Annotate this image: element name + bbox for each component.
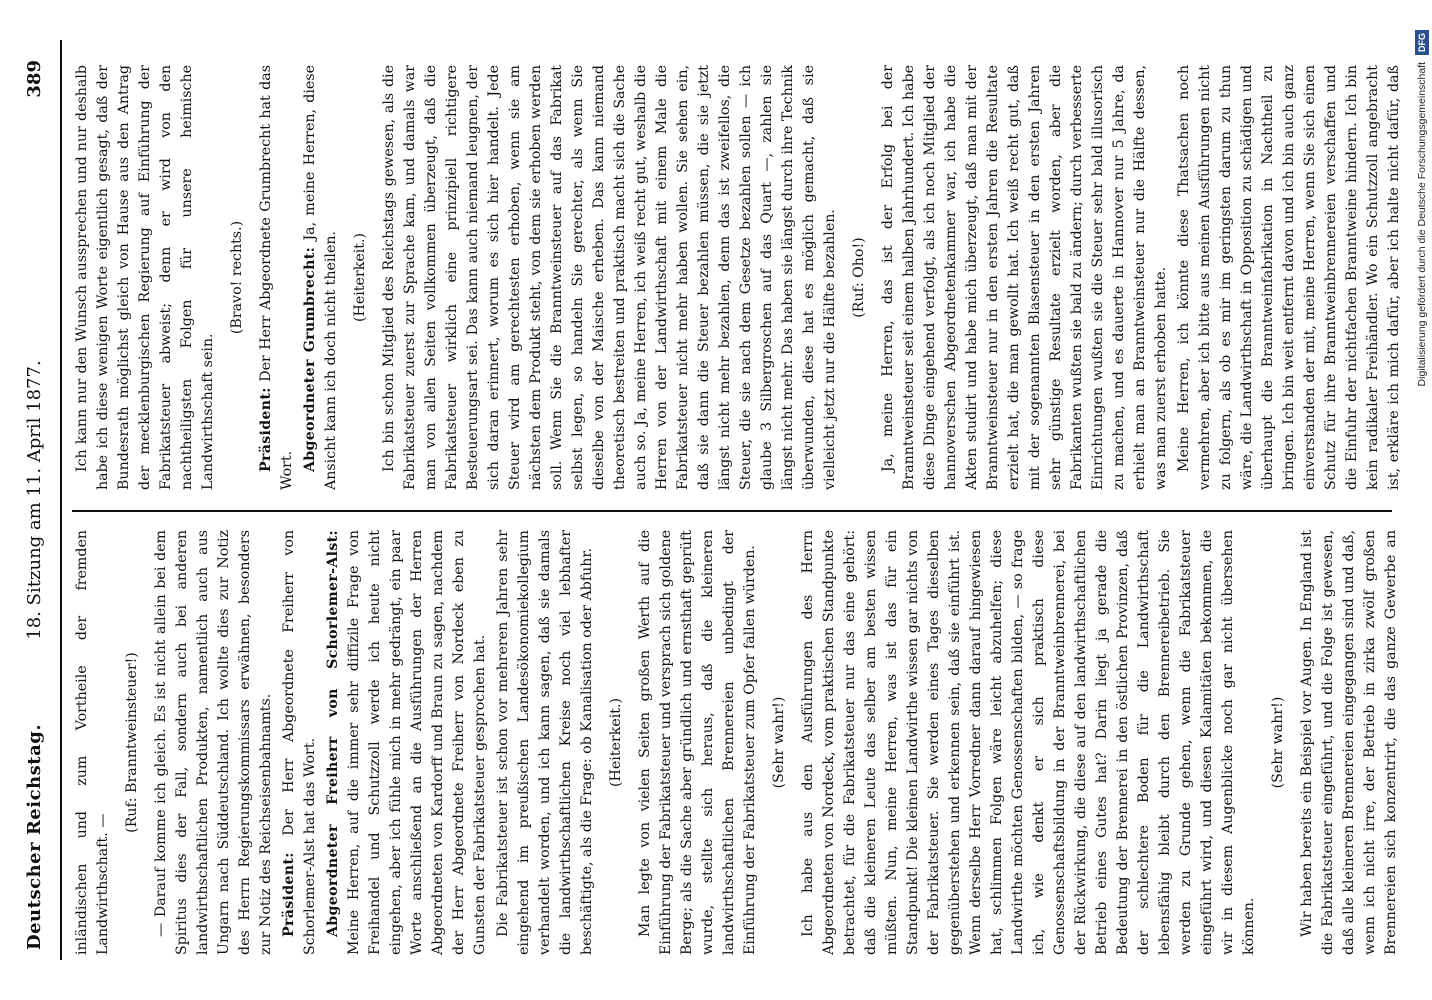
interjection: (Sehr wahr!) [771, 696, 787, 789]
digitization-credit-text [1415, 30, 1429, 990]
speech-text: Meine Herren, auf die immer sehr diffizile Frage von Freihandel und Schutzzoll werde ich heute nicht eingehen, aber ich fühle mich in mehr gedrängt, ein paar Worte anschließend an die Ausführungen der Herren Abgeordneten von Kardorff und Braun zu sagen, nachdem der Herr Abgeordnete Freiherr von Nordeck eben zu Gunsten der Fabrikatsteuer gesprochen hat. [346, 530, 488, 955]
speaker-paragraph [300, 65, 342, 490]
left-text-column [72, 530, 1402, 955]
interjection: (Heiterkeit.) [608, 698, 624, 787]
speech-text: Ja, meine Herren, diese Ansicht kann ich doch nicht theilen. [302, 65, 339, 490]
dfg-logo: DFG [1415, 30, 1429, 55]
column-divider [72, 510, 1392, 512]
speaker-name: Abgeordneter Grumbrecht: [302, 246, 318, 472]
speaker-paragraph [323, 530, 491, 955]
interjection: (Heiterkeit.) [352, 233, 368, 322]
speaker-name: Präsident: [281, 852, 297, 937]
paragraph: Ich habe aus den Ausführungen des Herrn Abgeordneten von Nordeck, vom praktischen Standpunkte betrachtet, für die Fabrikatsteuer nur das eine gehört: daß die kleineren Leute das selber am besten wissen müßten. Nun, meine Herren, was ist das für ein Standpunkt! Die kleinen Landwirthe wissen gar nichts von der Fabrikatsteuer. Sie werden eines Tages dieselben gegenüberstehen und erkennen sein, daß sie einführt ist. Wenn derselbe Herr Vorredner dann darauf hingewiesen hat, schlimmen Folgen wäre leicht abzuhelfen; diese Landwirthe möchten Genossenschaften bilden, — so frage ich, wie denkt er sich praktisch diese Genossenschaftsbildung in der Branntweinbrennerei, bei der Rückwirkung, die diese auf den landwirthschaftlichen Betrieb eines Gutes hat? Darin liegt ja gerade die Bedeutung der Brennerei in den östlichen Provinzen, daß der schlechtere Boden für die Landwirthschaft lebensfähig bleibt durch den Brennereibetrieb. Sie werden zu Grunde gehen, wenn die Fabrikatsteuer eingeführt wird, und diesen Kalamitäten bekommen, die wir in diesem Augenblicke noch gar nicht übersehen können. [800, 530, 1257, 955]
session-date: 18. Sitzung am 11. April 1877. [24, 360, 45, 640]
interjection: (Ruf: Branntweinsteuer!) [124, 652, 140, 833]
speaker-name: Präsident: [258, 387, 274, 472]
paragraph: inländischen und zum Vortheile der fremden Landwirthschaft. — [74, 530, 111, 955]
interjection: (Bravo! rechts.) [229, 220, 245, 335]
digitization-credit [1415, 30, 1429, 990]
paragraph: Meine Herren, ich könnte diese Thatsachen noch vermehren, aber ich bitte aus meinen Ausführungen nicht zu folgern, als ob es mir im geringsten darum zu thun wäre, die Landwirthschaft in Opposition zu schädigen und überhaupt die Branntweinfabrikation in Nachtheil zu bringen. Ich bin weit entfernt davon und ich bin auch ganz einverstanden der mit, meine Herren, wenn Sie sich einen Schutz für ihre Branntweinbrennereien verschaffen und die Einfuhr der nichtfachen Branntweine hindern. Ich bin kein radikaler Freihändler. Wo ein Schutzzoll angebracht ist, erkläre ich mich dafür, aber ich halte nicht dafür, daß [1176, 65, 1402, 490]
credit-line: Digitalisierung gefördert durch die Deutsche Forschungsgemeinschaft [1416, 61, 1428, 387]
paragraph: Ich bin schon Mitglied des Reichstags gewesen, als die Fabrikatsteuer zuerst zur Sprache kam, und damals war man von allen Seiten vollkommen überzeugt, daß die Fabrikatsteuer wirklich eine prinzipiell richtigere Besteuerungsart sei. Das kann auch niemand leugnen, der sich daran erinnert, worum es sich hier handelt. Jede Steuer wird am gerechtesten erhoben, wenn sie am nächsten dem Produkt steht, von dem sie erhoben werden soll. Wenn Sie die Branntweinsteuer auf das Fabrikat selbst legen, so handeln Sie gerechter, als wenn Sie dieselbe von der Maische erheben. Das kann niemand theoretisch bestreiten und praktisch macht sich die Sache auch so. Ja, meine Herren, ich weiß recht gut, weshalb die Herren von der Landwirthschaft mit einem Male die Fabrikatsteuer nicht mehr haben wollen. Sie sehen ein, daß sie dann die Steuer bezahlen müssen, die sie jetzt längst nicht mehr bezahlen, denn das ist zweifellos, die Steuer, die sie nach dem Gesetze bezahlen sollen — ich glaube 3 Silbergroschen auf das Quart —, zahlen sie längst nicht mehr. Das haben sie längst durch ihre Technik überwunden, diese hat es möglich gemacht, daß sie vielleicht jetzt nur die Hälfte bezahlen. [381, 65, 838, 490]
paragraph: — Darauf komme ich gleich. Es ist nicht allein bei dem Spiritus dies der Fall, sondern auch bei anderen landwirthschaftlichen Produkten, namentlich auch aus Ungarn nach Süddeutschland. Ich wollte dies zur Notiz des Herrn Regierungskommissars erwähnen, besonders zur Notiz des Reichseisenbahnamts. [153, 530, 274, 955]
speaker-paragraph [279, 530, 321, 955]
speaker-paragraph [256, 65, 298, 490]
page-header [18, 0, 58, 1000]
speaker-name: Abgeordneter Freiherr von Schorlemer-Alst: [325, 530, 341, 937]
speech-text: Der Herr Abgeordnete Grumbrecht hat das Wort. [258, 65, 295, 490]
interjection: (Sehr wahr!) [1270, 696, 1286, 789]
paragraph: Man legte von vielen Seiten großen Werth auf die Einführung der Fabrikatsteuer und versprach sich goldene Berge; als die Sache aber gründlich und ernsthaft geprüft wurde, stellte sich heraus, daß die kleineren landwirthschaftlichen Brennereien unbedingt der Einführung der Fabrikatsteuer zum Opfer fallen würden. [637, 530, 758, 955]
paragraph: Wir haben bereits ein Beispiel vor Augen. In England ist die Fabrikatsteuer eingeführt, und die Folge ist gewesen, daß alle kleineren Brennereien eingegangen sind und daß, wenn ich nicht irre, der Betrieb in zirka zwölf großen Brennereien sich konzentrirt, die das ganze Gewerbe an [1299, 530, 1399, 955]
speech-text: Der Herr Abgeordnete Freiherr von Schorlemer-Alst hat das Wort. [281, 530, 318, 955]
right-text-column [72, 65, 1402, 490]
paragraph: Ich kann nur den Wunsch aussprechen und nur deshalb habe ich diese wenigen Worte eigentlich gesagt, daß der Bundesrath möglichst gleich von Hause aus den Antrag der mecklenburgischen Regierung auf Einführung der Fabrikatsteuer abweist; denn er wird von den nachtheiligsten Folgen für unsere heimische Landwirthschaft sein. [74, 65, 216, 490]
journal-title: Deutscher Reichstag. [24, 723, 45, 950]
interjection: (Ruf: Oho!) [851, 237, 867, 318]
paragraph: Ja, meine Herren, das ist der Erfolg bei der Branntweinsteuer seit einem halben Jahrhundert. Ich habe diese Dinge eingehend verfolgt, als ich noch Mitglied der hannoverschen Abgeordnetenkammer war, ich habe die Akten studirt und habe mich überzeugt, daß man mit der Branntweinsteuer nur in den ersten Jahren die Resultate erzielt hat, die man gewollt hat. Ich weiß recht gut, daß mit der sogenannten Blasensteuer in den ersten Jahren sehr günstige Resultate erzielt worden, aber die Fabrikanten wußten sie bald zu ändern; durch verbesserte Einrichtungen wußten sie die Steuer sehr bald illusorisch zu machen, und es dauerte in Hannover nur 5 Jahre, da erhielt man an Branntweinsteuer nur die Hälfte dessen, was man zuerst erhoben hatte. [880, 65, 1169, 490]
paragraph: Die Fabrikatsteuer ist schon vor mehreren Jahren sehr eingehend im preußischen Landesökonomiekollegium verhandelt worden, und ich kann sagen, daß sie damals die landwirthschaftlichen Kreise noch viel lebhafter beschäftigte, als die Frage: ob Kanalisation oder Abfuhr. [495, 530, 595, 955]
header-rule [60, 40, 62, 960]
page-number: 389 [24, 60, 45, 98]
